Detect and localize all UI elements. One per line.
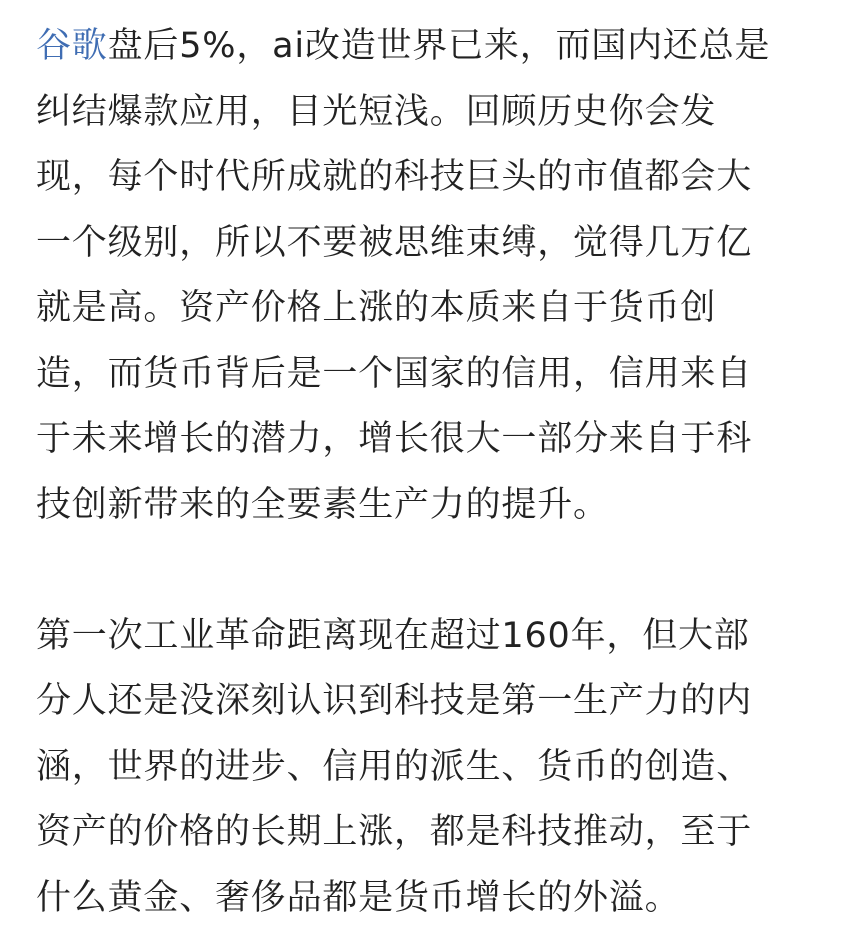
paragraph-gap bbox=[36, 538, 836, 604]
text-line: 技创新带来的全要素生产力的提升。 bbox=[36, 473, 836, 539]
text-line: 一个级别，所以不要被思维束缚，觉得几万亿 bbox=[36, 211, 836, 277]
topic-link-google[interactable]: 谷歌 bbox=[36, 26, 108, 66]
text-line: 涵，世界的进步、信用的派生、货币的创造、 bbox=[36, 735, 836, 801]
text-line bbox=[36, 14, 836, 80]
text-line: 什么黄金、奢侈品都是货币增长的外溢。 bbox=[36, 866, 836, 931]
text-line-rest: 盘后5%，ai改造世界已来，而国内还总是 bbox=[108, 26, 771, 66]
text-line: 于未来增长的潜力，增长很大一部分来自于科 bbox=[36, 407, 836, 473]
text-line: 就是高。资产价格上涨的本质来自于货币创 bbox=[36, 276, 836, 342]
text-line: 资产的价格的长期上涨，都是科技推动，至于 bbox=[36, 800, 836, 866]
text-line: 现，每个时代所成就的科技巨头的市值都会大 bbox=[36, 145, 836, 211]
paragraph-2 bbox=[36, 604, 836, 931]
text-line: 第一次工业革命距离现在超过160年，但大部 bbox=[36, 604, 836, 670]
text-line: 造，而货币背后是一个国家的信用，信用来自 bbox=[36, 342, 836, 408]
text-line: 纠结爆款应用，目光短浅。回顾历史你会发 bbox=[36, 80, 836, 146]
post-body bbox=[36, 14, 836, 931]
paragraph-1 bbox=[36, 14, 836, 538]
text-line: 分人还是没深刻认识到科技是第一生产力的内 bbox=[36, 669, 836, 735]
